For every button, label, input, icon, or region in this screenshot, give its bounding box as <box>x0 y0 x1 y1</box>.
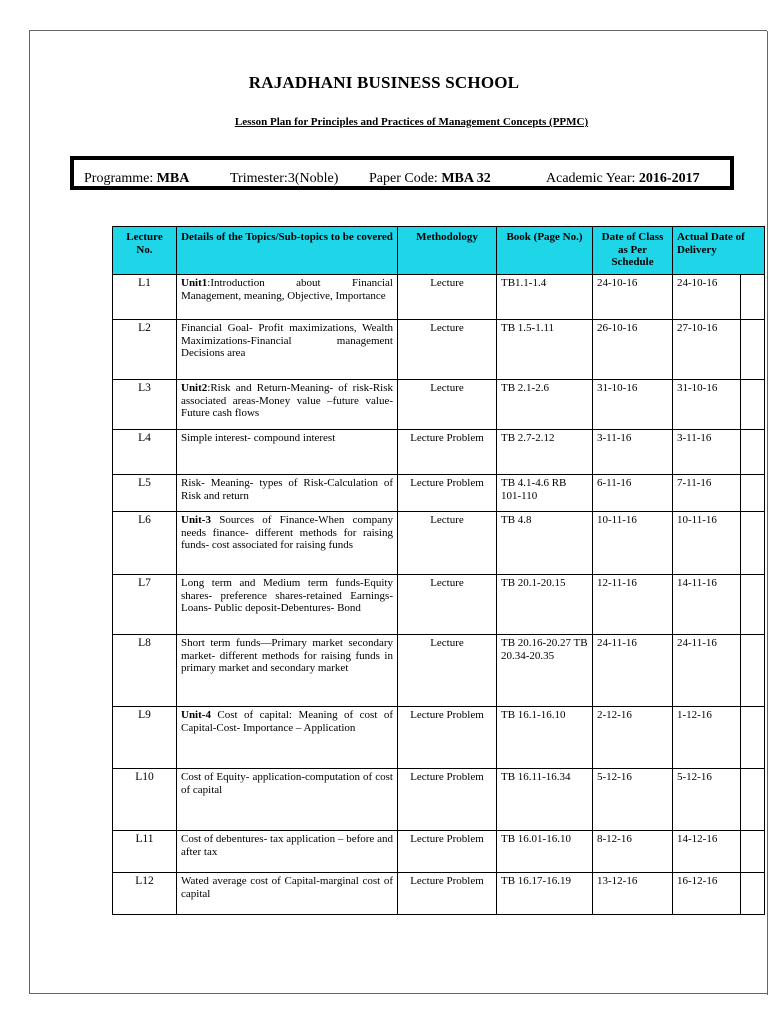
scheduled-date-cell: 5-12-16 <box>593 769 673 831</box>
table-row <box>113 512 765 575</box>
methodology-cell: Lecture <box>398 320 497 380</box>
topic-text: Cost of debentures- tax application – before and after tax <box>181 833 393 858</box>
topic-text: Wated average cost of Capital-marginal cost of capital <box>181 875 393 900</box>
topic-cell <box>177 769 398 831</box>
topic-text: Financial Goal- Profit maximizations, Wealth Maximizations-Financial management Decisions area <box>181 322 393 359</box>
scheduled-date-cell: 24-10-16 <box>593 275 673 320</box>
lecture-no-cell: L4 <box>113 430 177 475</box>
topic-text: Short term funds—Primary market secondary market- different methods for raising funds in primary market and secondary market <box>181 637 393 674</box>
scheduled-date-cell: 6-11-16 <box>593 475 673 512</box>
actual-date-cell: 1-12-16 <box>673 707 741 769</box>
table-row <box>113 380 765 430</box>
book-page-cell: TB 16.17-16.19 <box>497 873 593 915</box>
methodology-cell: Lecture Problem <box>398 769 497 831</box>
topic-cell <box>177 275 398 320</box>
topic-cell <box>177 707 398 769</box>
header-lecture: Lecture No. <box>113 227 177 275</box>
header-date: Date of Class as Per Schedule <box>593 227 673 275</box>
scheduled-date-cell: 10-11-16 <box>593 512 673 575</box>
topic-text: Long term and Medium term funds-Equity shares- preference shares-retained Earnings-Loans- Public deposit-Debentures- Bond <box>181 577 393 614</box>
empty-cell <box>741 575 765 635</box>
topic-text: :Introduction about Financial Management, meaning, Objective, Importance <box>181 277 393 302</box>
header-topics: Details of the Topics/Sub-topics to be covered <box>177 227 398 275</box>
book-page-cell: TB 16.11-16.34 <box>497 769 593 831</box>
topic-cell <box>177 831 398 873</box>
methodology-cell: Lecture Problem <box>398 475 497 512</box>
empty-cell <box>741 512 765 575</box>
scheduled-date-cell: 2-12-16 <box>593 707 673 769</box>
lecture-no-cell: L6 <box>113 512 177 575</box>
topic-cell <box>177 635 398 707</box>
table-row <box>113 873 765 915</box>
methodology-cell: Lecture Problem <box>398 430 497 475</box>
scheduled-date-cell: 13-12-16 <box>593 873 673 915</box>
book-page-cell: TB 16.01-16.10 <box>497 831 593 873</box>
topic-text: :Risk and Return-Meaning- of risk-Risk associated areas-Money value –future value-Future cash flows <box>181 382 393 419</box>
table-row <box>113 707 765 769</box>
programme-info-box <box>70 156 734 190</box>
methodology-cell: Lecture <box>398 575 497 635</box>
lecture-no-cell: L7 <box>113 575 177 635</box>
programme-field <box>84 171 189 187</box>
empty-cell <box>741 831 765 873</box>
topic-text: Sources of Finance-When company needs finance- different methods for raising funds- cost associated for raising funds <box>181 514 393 551</box>
scheduled-date-cell: 26-10-16 <box>593 320 673 380</box>
methodology-cell: Lecture <box>398 635 497 707</box>
header-methodology: Methodology <box>398 227 497 275</box>
paper-code-value: MBA 32 <box>441 171 491 186</box>
header-book: Book (Page No.) <box>497 227 593 275</box>
scheduled-date-cell: 24-11-16 <box>593 635 673 707</box>
book-page-cell: TB 4.1-4.6 RB 101-110 <box>497 475 593 512</box>
empty-cell <box>741 475 765 512</box>
school-title: RAJADHANI BUSINESS SCHOOL <box>248 73 520 92</box>
methodology-cell: Lecture Problem <box>398 831 497 873</box>
empty-cell <box>741 635 765 707</box>
empty-cell <box>741 380 765 430</box>
actual-date-cell: 14-11-16 <box>673 575 741 635</box>
paper-code-label: Paper Code: <box>369 171 438 186</box>
table-header-row <box>113 227 765 275</box>
table-row <box>113 575 765 635</box>
actual-date-cell: 24-10-16 <box>673 275 741 320</box>
topic-text: Risk- Meaning- types of Risk-Calculation of Risk and return <box>181 477 393 502</box>
academic-year-value: 2016-2017 <box>638 171 700 186</box>
book-page-cell: TB 16.1-16.10 <box>497 707 593 769</box>
actual-date-cell: 24-11-16 <box>673 635 741 707</box>
lecture-no-cell: L12 <box>113 873 177 915</box>
empty-cell <box>741 275 765 320</box>
empty-cell <box>741 430 765 475</box>
topic-cell <box>177 320 398 380</box>
table-row <box>113 475 765 512</box>
lecture-no-cell: L5 <box>113 475 177 512</box>
programme-value: MBA <box>156 171 190 186</box>
topic-cell <box>177 475 398 512</box>
actual-date-cell: 27-10-16 <box>673 320 741 380</box>
unit-label: Unit2 <box>181 382 208 394</box>
lecture-no-cell: L3 <box>113 380 177 430</box>
unit-label: Unit1 <box>181 277 208 289</box>
header-actual: Actual Date of Delivery <box>673 227 765 275</box>
book-page-cell: TB 2.1-2.6 <box>497 380 593 430</box>
methodology-cell: Lecture Problem <box>398 707 497 769</box>
lesson-plan-table <box>112 226 765 915</box>
trimester-field: Trimester:3(Noble) <box>230 171 339 186</box>
empty-cell <box>741 873 765 915</box>
scheduled-date-cell: 8-12-16 <box>593 831 673 873</box>
actual-date-cell: 16-12-16 <box>673 873 741 915</box>
scheduled-date-cell: 31-10-16 <box>593 380 673 430</box>
methodology-cell: Lecture <box>398 380 497 430</box>
scheduled-date-cell: 3-11-16 <box>593 430 673 475</box>
paper-code-field <box>369 171 491 187</box>
programme-label: Programme: <box>84 171 154 186</box>
unit-label: Unit-4 <box>181 709 211 721</box>
table-row <box>113 635 765 707</box>
topic-text: Cost of Equity- application-computation of cost of capital <box>181 771 393 796</box>
topic-cell <box>177 512 398 575</box>
table-row <box>113 769 765 831</box>
book-page-cell: TB 20.1-20.15 <box>497 575 593 635</box>
actual-date-cell: 31-10-16 <box>673 380 741 430</box>
lesson-plan-subtitle: Lesson Plan for Principles and Practices of Management Concepts (PPMC) <box>234 116 589 128</box>
topic-text: Cost of capital: Meaning of cost of Capital-Cost- Importance – Application <box>181 709 393 734</box>
table-row <box>113 320 765 380</box>
lecture-no-cell: L2 <box>113 320 177 380</box>
lecture-no-cell: L10 <box>113 769 177 831</box>
scheduled-date-cell: 12-11-16 <box>593 575 673 635</box>
empty-cell <box>741 320 765 380</box>
lecture-no-cell: L8 <box>113 635 177 707</box>
book-page-cell: TB1.1-1.4 <box>497 275 593 320</box>
actual-date-cell: 7-11-16 <box>673 475 741 512</box>
actual-date-cell: 3-11-16 <box>673 430 741 475</box>
lecture-no-cell: L11 <box>113 831 177 873</box>
methodology-cell: Lecture <box>398 275 497 320</box>
book-page-cell: TB 20.16-20.27 TB 20.34-20.35 <box>497 635 593 707</box>
unit-label: Unit-3 <box>181 514 211 526</box>
table-row <box>113 275 765 320</box>
academic-year-field <box>546 171 700 187</box>
actual-date-cell: 5-12-16 <box>673 769 741 831</box>
methodology-cell: Lecture Problem <box>398 873 497 915</box>
academic-year-label: Academic Year: <box>546 171 636 186</box>
actual-date-cell: 10-11-16 <box>673 512 741 575</box>
topic-cell <box>177 380 398 430</box>
empty-cell <box>741 769 765 831</box>
lecture-no-cell: L1 <box>113 275 177 320</box>
empty-cell <box>741 707 765 769</box>
table-row <box>113 430 765 475</box>
actual-date-cell: 14-12-16 <box>673 831 741 873</box>
book-page-cell: TB 2.7-2.12 <box>497 430 593 475</box>
table-row <box>113 831 765 873</box>
methodology-cell: Lecture <box>398 512 497 575</box>
topic-cell <box>177 575 398 635</box>
topic-text: Simple interest- compound interest <box>181 432 336 444</box>
book-page-cell: TB 1.5-1.11 <box>497 320 593 380</box>
book-page-cell: TB 4.8 <box>497 512 593 575</box>
topic-cell <box>177 430 398 475</box>
lecture-no-cell: L9 <box>113 707 177 769</box>
topic-cell <box>177 873 398 915</box>
